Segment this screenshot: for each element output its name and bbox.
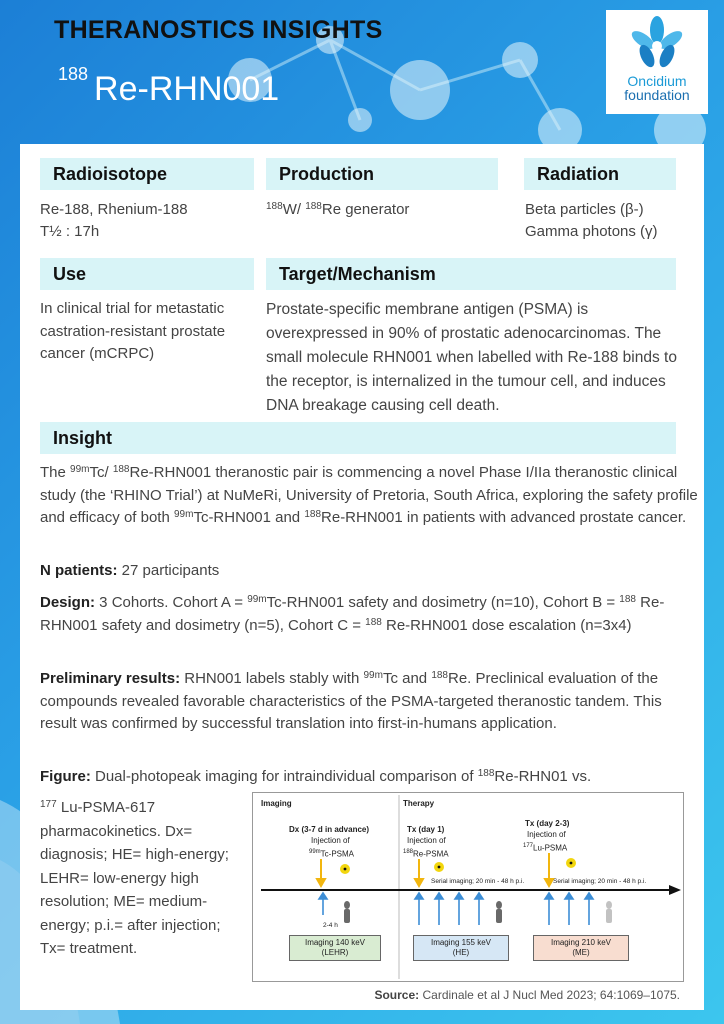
n-patients	[40, 560, 700, 583]
source-text: Cardinale et al J Nucl Med 2023; 64:1069–1075.	[419, 988, 680, 1002]
fig-box2-line1: Imaging 155 keV	[430, 938, 492, 947]
insight-sup3: 99m	[173, 509, 194, 520]
prelim-label: Preliminary results:	[40, 670, 181, 687]
figure-c: Lu-PSMA-617 pharmacokinetics. Dx= diagnosis; HE= high-energy; LEHR= low-energy high resolution; ME= medium-energy; p.i.= after injection; Tx= treatment.	[40, 799, 229, 957]
prelim-sup2: 188	[431, 670, 448, 681]
fig-dx-inj: Injection of	[311, 836, 350, 845]
fig-serial-1: Serial imaging; 20 min - 48 h p.i.	[431, 878, 525, 885]
figure-a: Dual-photopeak imaging for intraindividual comparison of	[90, 768, 478, 785]
section-insight: Insight	[40, 422, 676, 454]
section-production: Production	[266, 158, 498, 190]
prelim-a: RHN001 labels stably with	[180, 670, 364, 687]
fig-tx2-title: Tx (day 2-3)	[525, 819, 570, 828]
design-sup2: 188	[619, 594, 636, 605]
insight-d: Re-RHN001 in patients with advanced prostate cancer.	[321, 509, 687, 526]
insight-c: Tc-RHN001 and	[193, 509, 305, 526]
oncidium-logo	[606, 10, 708, 114]
radiation-text	[525, 199, 695, 243]
insight-sup2: 188	[112, 464, 130, 475]
figure-sup1: 188	[477, 768, 495, 779]
orchid-icon	[627, 16, 687, 72]
header-compound	[58, 64, 280, 109]
logo-text-oncidium: Oncidium	[627, 73, 687, 89]
section-use: Use	[40, 258, 254, 290]
production-part2: Re generator	[321, 201, 410, 218]
prelim-c: Re. Preclinical evaluation of the compounds revealed favorable characteristics of the PSMA-targeted theranostic tandem. This result was confirmed by successful translation into first-in-humans application.	[40, 670, 662, 732]
radioisotope-line2: T½ : 17h	[40, 223, 100, 240]
logo-text-foundation: foundation	[624, 87, 690, 103]
figure-caption-line1	[40, 766, 700, 789]
n-patients-value: 27 participants	[117, 562, 220, 579]
production-text	[266, 199, 506, 221]
insight-sup1: 99m	[70, 464, 90, 475]
target-text: Prostate-specific membrane antigen (PSMA) is overexpressed in 90% of prostatic adenocarcinomas. The small molecule RHN001 when labelled with Re-188 binds to the receptor, is internalized in the tumour cell, and induces DNA breakage causing cell death.	[266, 301, 677, 414]
content-card	[20, 144, 704, 1010]
radioisotope-line1: Re-188, Rhenium-188	[40, 201, 188, 218]
fig-box3-line2: (ME)	[572, 948, 590, 957]
n-patients-label: N patients:	[40, 562, 118, 579]
source-label: Source:	[374, 988, 420, 1002]
fig-tx1-agent-name: Re-PSMA	[413, 849, 449, 859]
fig-tx1-inj: Injection of	[407, 836, 446, 845]
fig-serial-2: Serial imaging; 20 min - 48 h p.i.	[553, 878, 647, 885]
design-label: Design:	[40, 594, 96, 611]
prelim-sup1: 99m	[363, 670, 383, 681]
fig-tx2-sup: 177	[523, 843, 534, 849]
figure-timeline	[252, 792, 684, 982]
fig-tx2-inj: Injection of	[527, 830, 566, 839]
fig-box-140kev	[289, 935, 381, 961]
section-radiation: Radiation	[524, 158, 676, 190]
use-text: In clinical trial for metastatic castration-resistant prostate cancer (mCRPC)	[40, 300, 226, 362]
fig-box2-line2: (HE)	[452, 948, 470, 957]
prelim-b: Tc and	[382, 670, 432, 687]
insight-sup4: 188	[304, 509, 322, 520]
design-sup3: 188	[365, 616, 382, 628]
fig-tx2-agent-name: Lu-PSMA	[533, 843, 568, 853]
fig-box3-line1: Imaging 210 keV	[550, 938, 612, 947]
production-sup1: 188	[266, 201, 283, 212]
insight-the: The	[40, 464, 71, 481]
fig-box1-line1: Imaging 140 keV	[304, 938, 366, 947]
insight-b: Re-RHN001 theranostic pair is commencing a novel Phase I/IIa theranostic clinical study (the ‘RHINO Trial’) at NuMeRi, University of Pretoria, South Africa, exploring the safety profile and efficacy of both	[40, 464, 698, 526]
radiation-line1: Beta particles (β-)	[525, 201, 644, 218]
design-c: Re-RHN001 safety and dosimetry (n=5), Cohort C =	[40, 594, 665, 634]
design-d: Re-RHN001 dose escalation (n=3x4)	[381, 616, 632, 634]
design-sup1: 99m	[247, 594, 267, 605]
fig-therapy-heading: Therapy	[403, 799, 435, 808]
fig-box-210kev	[533, 935, 629, 961]
fig-box1-line2: (LEHR)	[321, 948, 349, 957]
figure-caption-rest	[40, 796, 240, 961]
fig-box-155kev	[413, 935, 509, 961]
isotope-mass: 188	[58, 64, 89, 84]
fig-time-2-4h: 2-4 h	[323, 922, 338, 929]
fig-dx-title: Dx (3-7 d in advance)	[289, 825, 370, 834]
insight-a: Tc/	[89, 464, 113, 481]
design-b: Tc-RHN001 safety and dosimetry (n=10), Cohort B =	[266, 594, 620, 611]
fig-tx1-sup: 188	[403, 849, 414, 855]
section-radioisotope: Radioisotope	[40, 158, 254, 190]
compound-name: Re-RHN001	[94, 70, 280, 108]
production-part1: W/	[282, 201, 306, 218]
source-citation	[20, 988, 680, 1002]
header-title: THERANOSTICS INSIGHTS	[54, 16, 383, 44]
radioisotope-text	[40, 199, 260, 243]
fig-tx1-title: Tx (day 1)	[407, 825, 445, 834]
figure-sup2: 177	[40, 799, 57, 810]
fig-imaging-heading: Imaging	[261, 799, 292, 808]
section-target-mechanism: Target/Mechanism	[266, 258, 676, 290]
insight-paragraph	[40, 462, 700, 530]
fig-dx-sup: 99m	[309, 849, 321, 855]
production-sup2: 188	[305, 201, 322, 212]
figure-b: Re-RHN01 vs.	[494, 768, 592, 785]
design-a: 3 Cohorts. Cohort A =	[95, 594, 248, 611]
design-paragraph	[40, 592, 700, 637]
radiation-line2: Gamma photons (γ)	[525, 223, 658, 240]
figure-label: Figure:	[40, 768, 91, 785]
preliminary-results	[40, 668, 700, 736]
fig-dx-agent-name: Tc-PSMA	[320, 849, 355, 859]
